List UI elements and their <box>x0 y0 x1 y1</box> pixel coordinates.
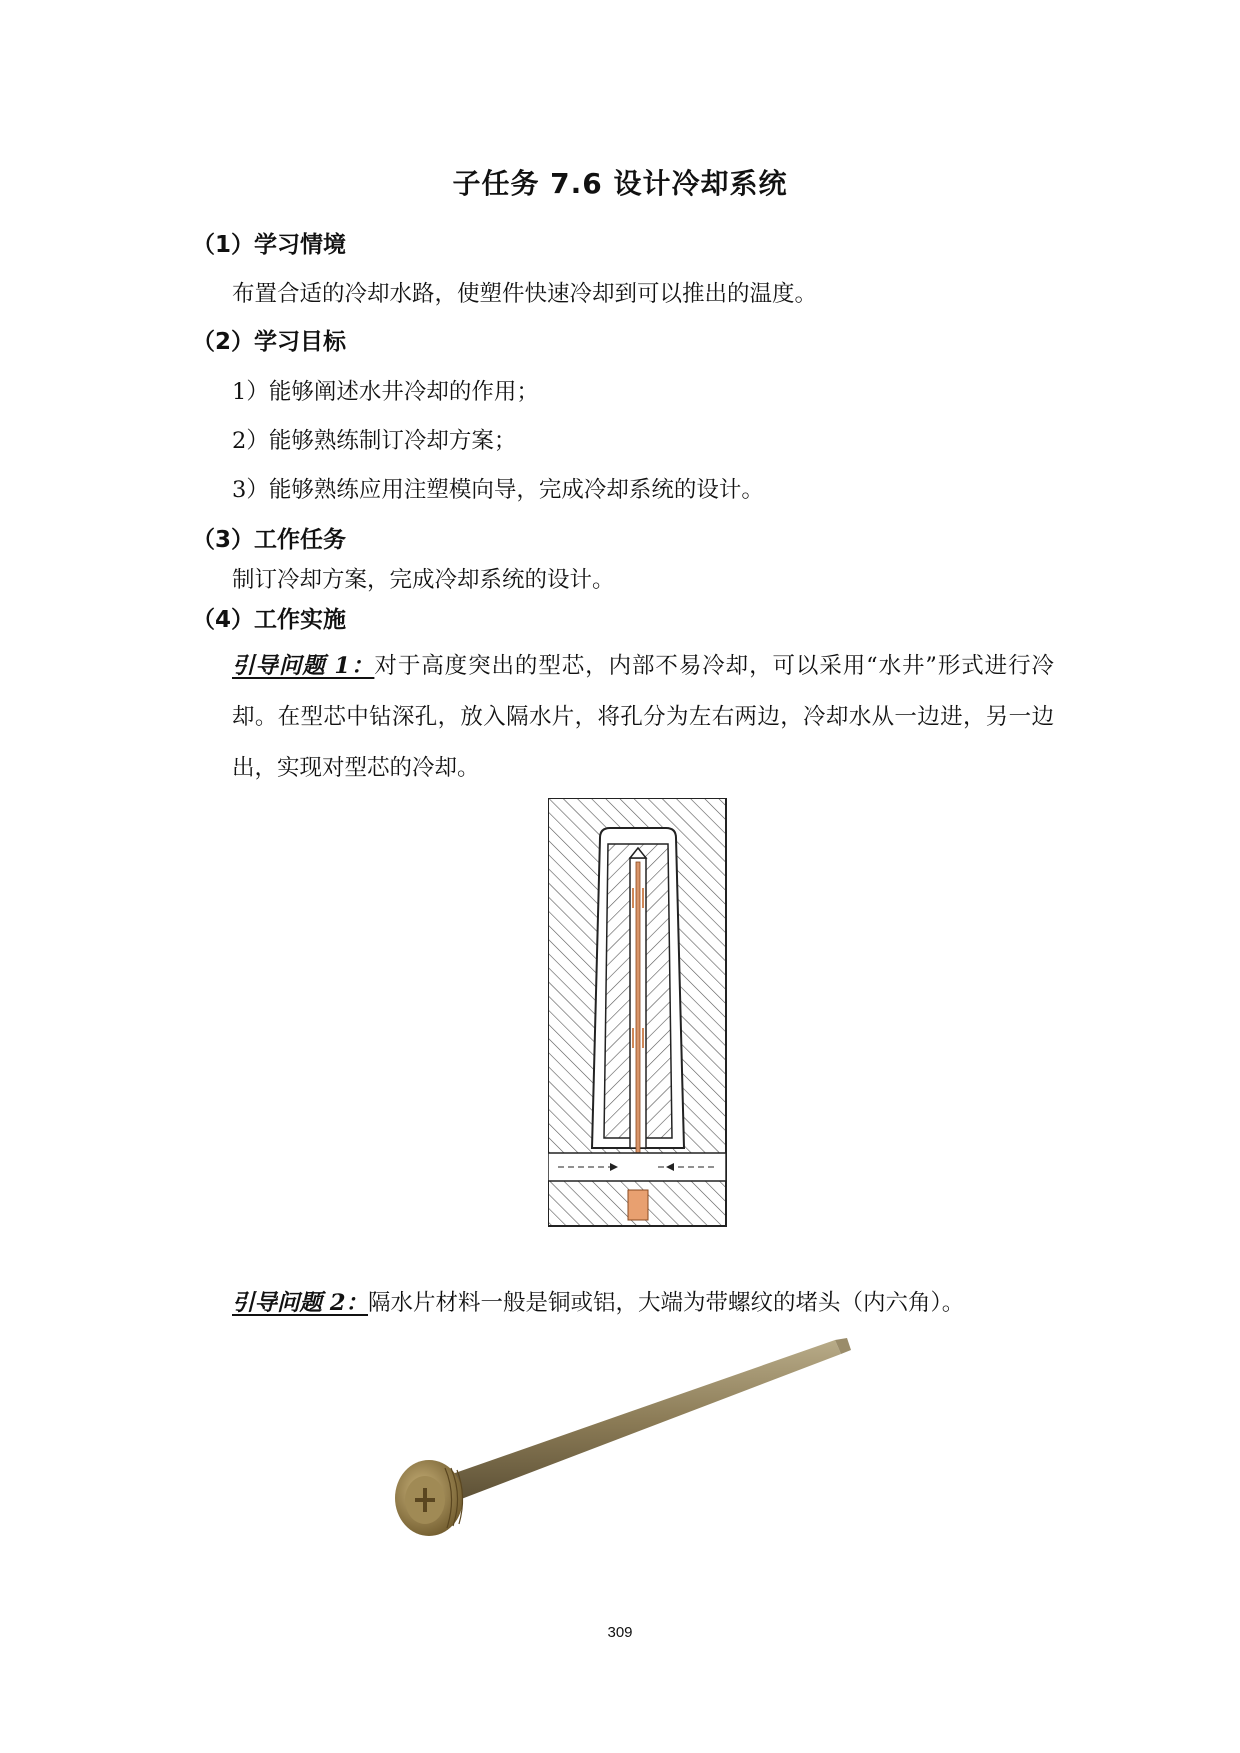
section-heading-2: （2）学习目标 <box>192 329 347 355</box>
guide-question-1 <box>232 641 1054 794</box>
section-heading-1: （1）学习情境 <box>192 232 347 258</box>
section-heading-3: （3）工作任务 <box>192 527 347 553</box>
section-body-1: 布置合适的冷却水路，使塑件快速冷却到可以推出的温度。 <box>232 281 818 307</box>
guide-question-1-text: 对于高度突出的型芯，内部不易冷却，可以采用“水井”形式进行冷却。在型芯中钻深孔，放入隔水片，将孔分为左右两边，冷却水从一边进，另一边出，实现对型芯的冷却。 <box>232 653 1054 781</box>
page-title: 子任务 7.6 设计冷却系统 <box>452 167 788 200</box>
section-heading-4: （4）工作实施 <box>192 607 347 633</box>
cooling-well-diagram <box>548 798 728 1228</box>
page-number: 309 <box>607 1624 633 1641</box>
guide-question-2-label: 引导问题 2： <box>232 1290 368 1316</box>
baffle-part-image <box>395 1320 855 1560</box>
guide-question-1-label: 引导问题 1： <box>232 653 375 679</box>
list-item: 2）能够熟练制订冷却方案； <box>232 428 517 454</box>
guide-question-2-text: 隔水片材料一般是铜或铝，大端为带螺纹的堵头（内六角）。 <box>368 1290 965 1316</box>
section-body-3: 制订冷却方案，完成冷却系统的设计。 <box>232 567 615 593</box>
list-item: 1）能够阐述水井冷却的作用； <box>232 379 539 405</box>
list-item: 3）能够熟练应用注塑模向导，完成冷却系统的设计。 <box>232 477 764 503</box>
